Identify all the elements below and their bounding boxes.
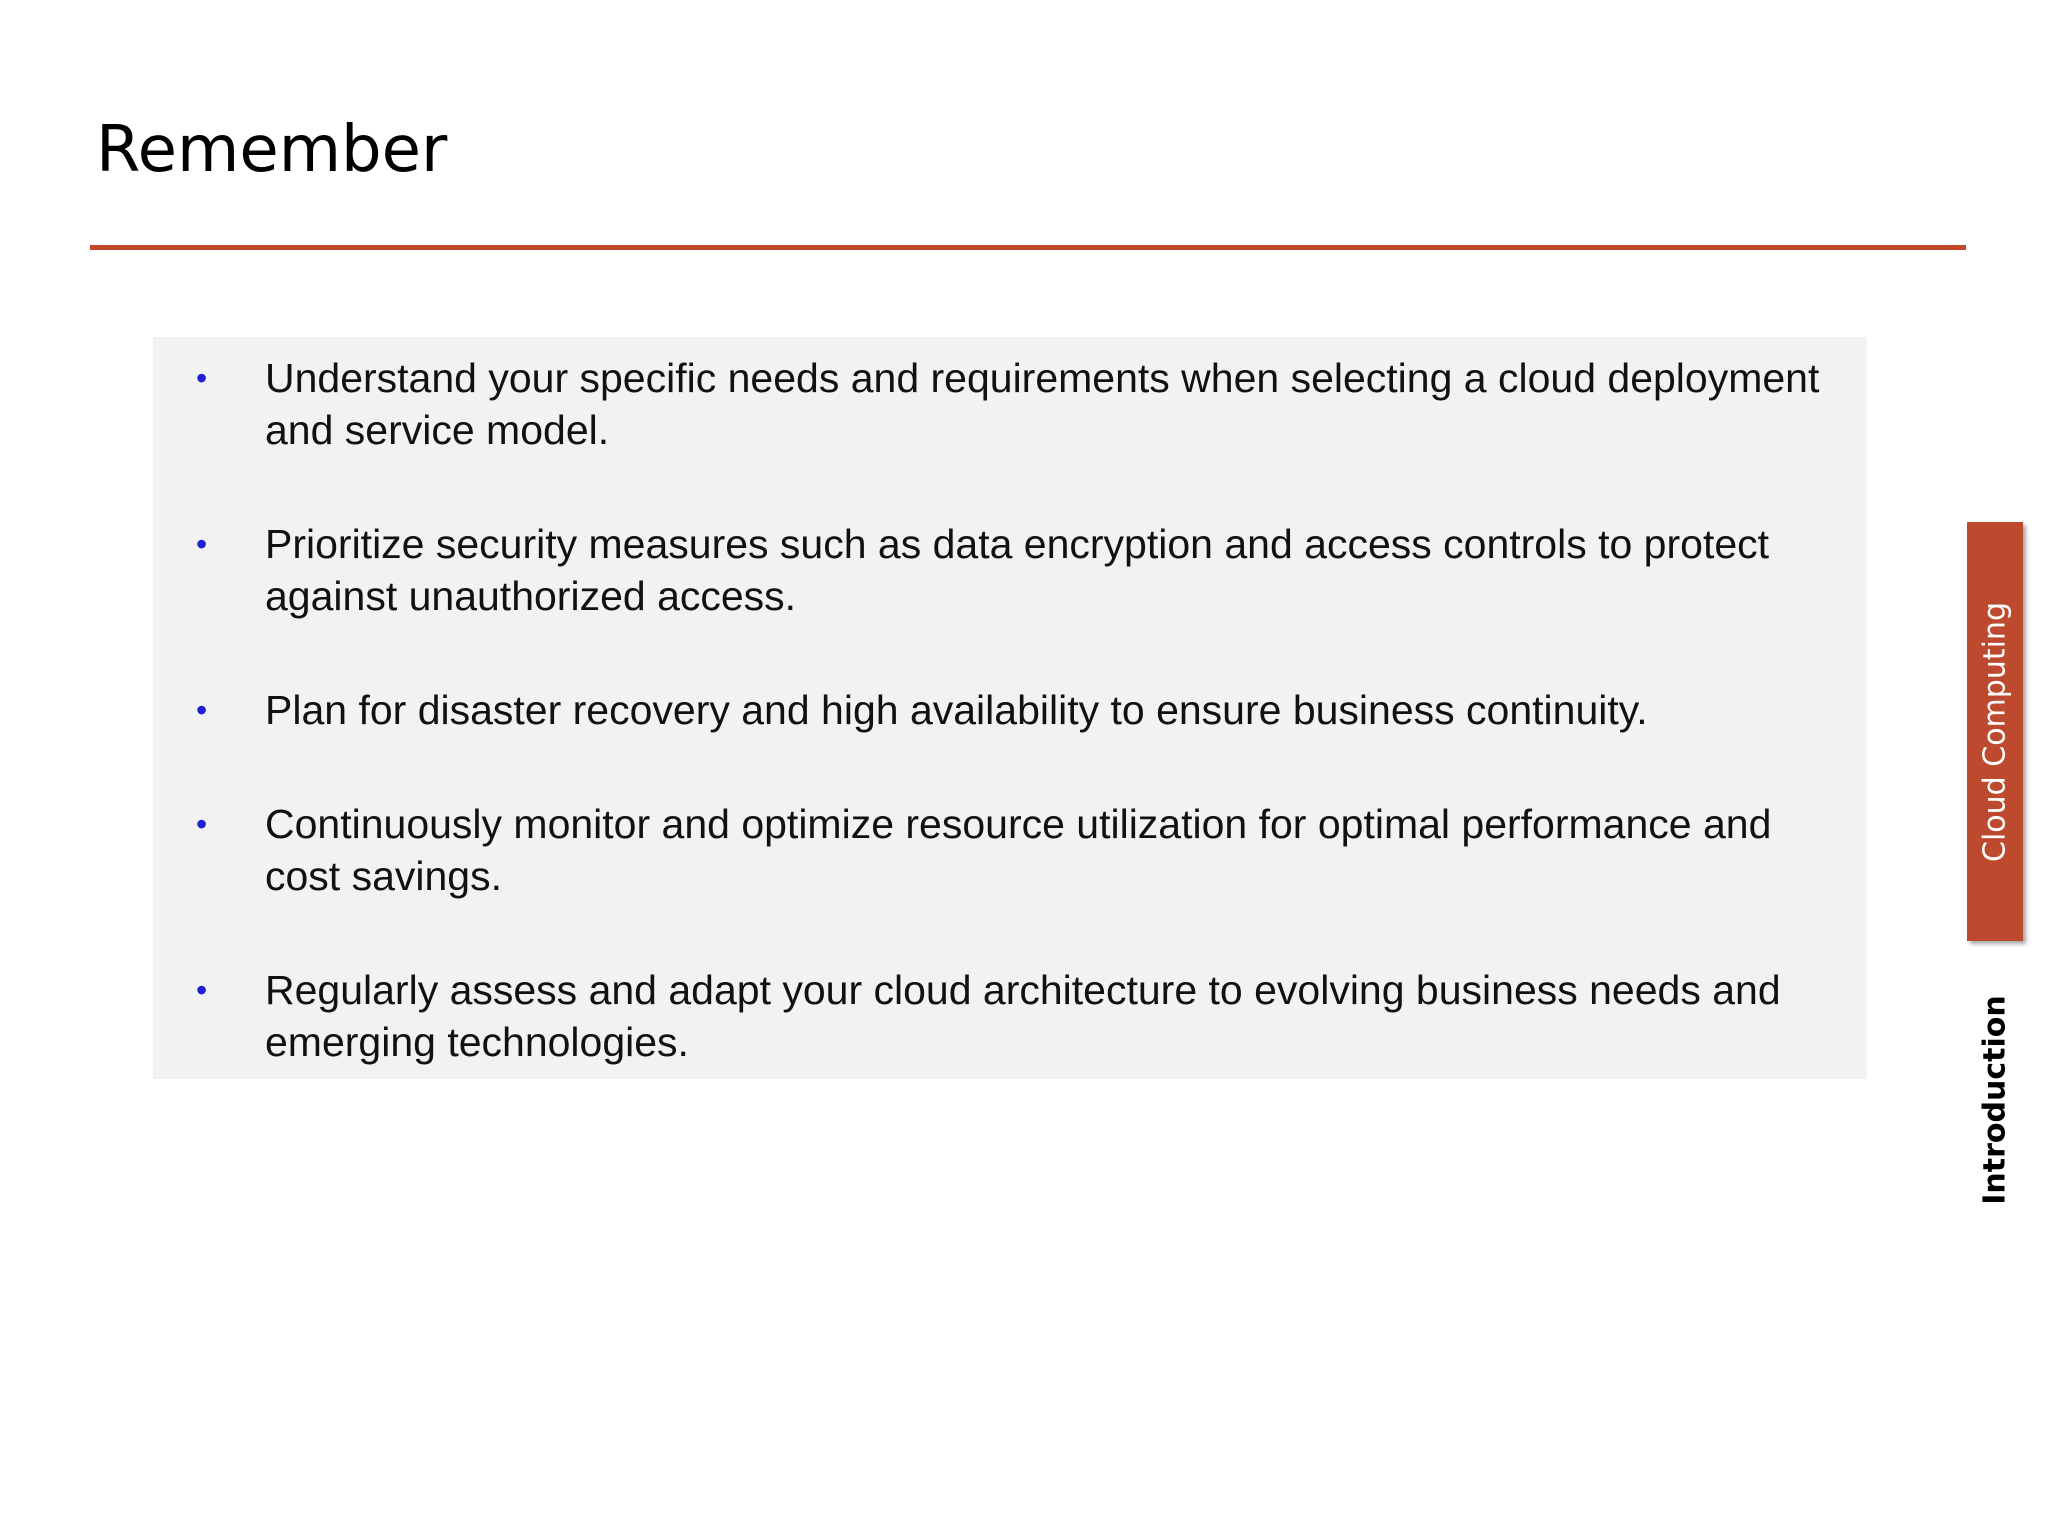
bullet-text: Prioritize security measures such as data encryption and access controls to protect against unauthorized access. bbox=[265, 521, 1770, 619]
bullet-item bbox=[153, 798, 1867, 908]
bullet-text: Understand your specific needs and requirements when selecting a cloud deployment and service model. bbox=[265, 355, 1820, 453]
bullet-item bbox=[153, 352, 1867, 462]
section-label bbox=[1967, 980, 2023, 1220]
bullet-item bbox=[153, 684, 1867, 794]
bullet-text: Continuously monitor and optimize resource utilization for optimal performance and cost savings. bbox=[265, 801, 1772, 899]
content-panel bbox=[153, 337, 1867, 1079]
bullet-text: Regularly assess and adapt your cloud architecture to evolving business needs and emerging technologies. bbox=[265, 967, 1781, 1065]
title-divider bbox=[90, 245, 1966, 250]
bullet-text: Plan for disaster recovery and high availability to ensure business continuity. bbox=[265, 687, 1648, 733]
bullet-dot-icon: • bbox=[196, 692, 208, 728]
bullet-dot-icon: • bbox=[196, 526, 208, 562]
slide-title: Remember bbox=[96, 113, 448, 187]
bullet-dot-icon: • bbox=[196, 972, 208, 1008]
bullet-item bbox=[153, 964, 1867, 1074]
introduction-label: Introduction bbox=[1977, 995, 2013, 1205]
bullet-dot-icon: • bbox=[196, 806, 208, 842]
cloud-computing-tab-label: Cloud Computing bbox=[1977, 601, 2013, 862]
cloud-computing-tab[interactable] bbox=[1967, 522, 2023, 941]
bullet-dot-icon: • bbox=[196, 360, 208, 396]
bullet-item bbox=[153, 518, 1867, 628]
